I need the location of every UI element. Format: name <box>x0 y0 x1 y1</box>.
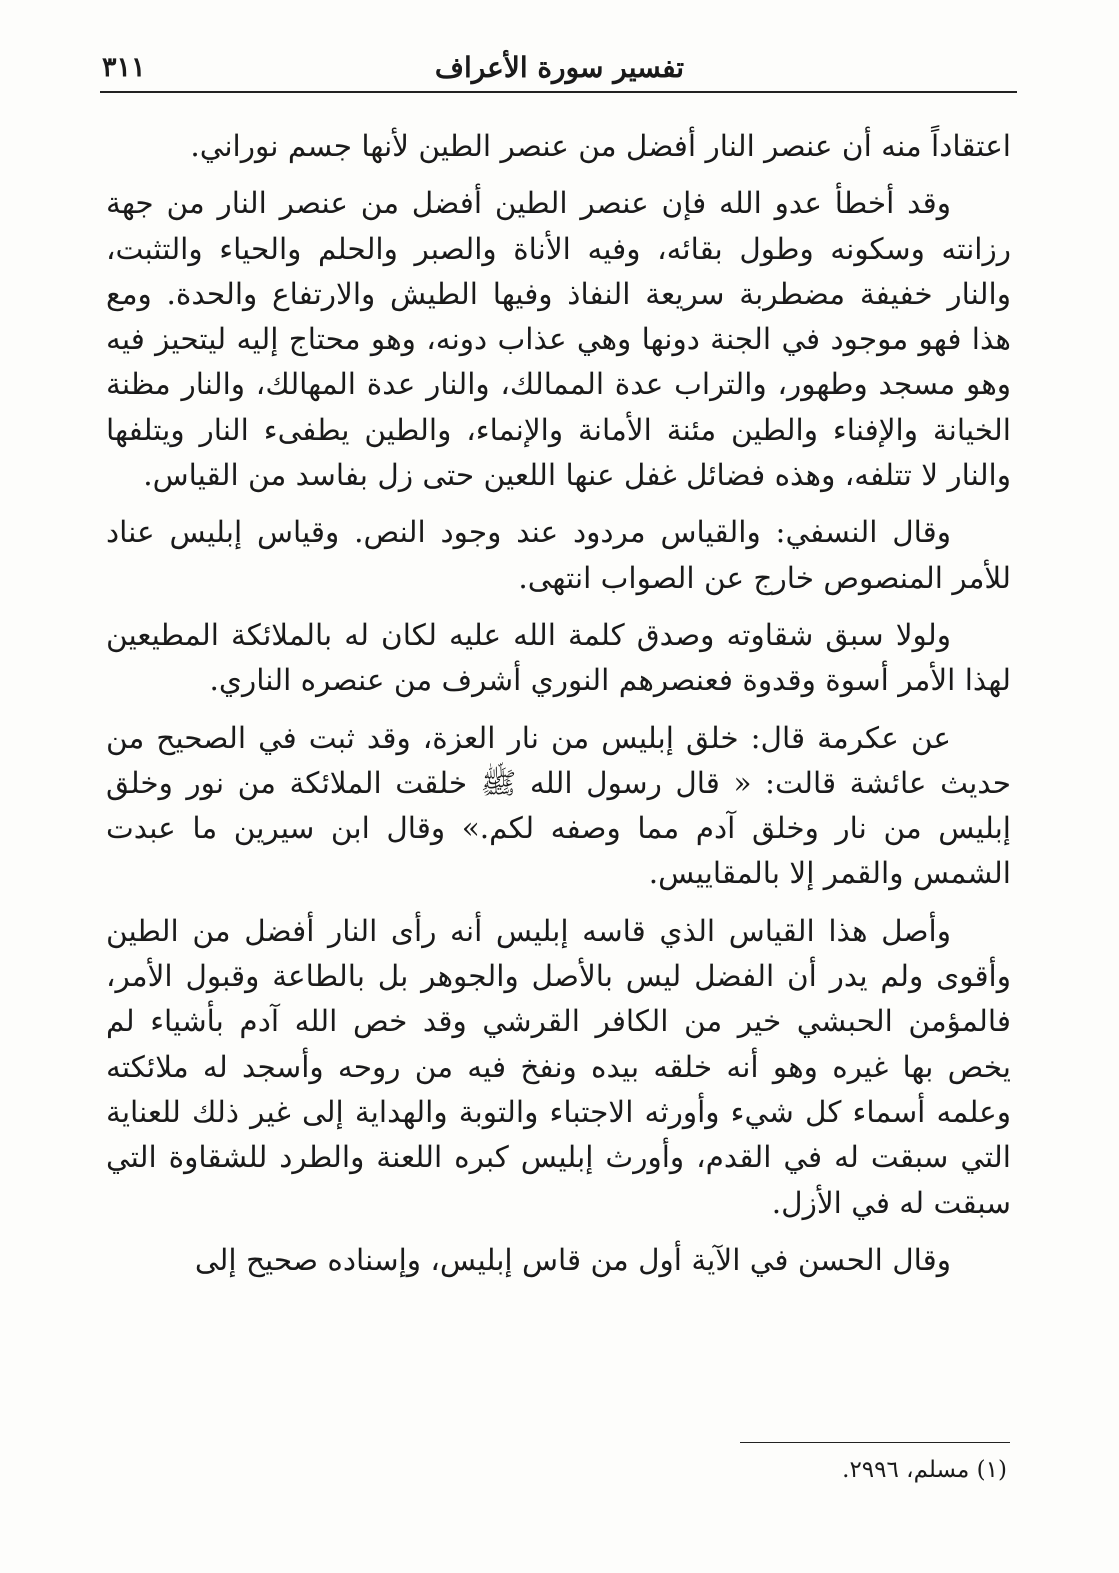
footnote-rule <box>740 1442 1010 1443</box>
page-header <box>100 48 1019 96</box>
paragraph-1: اعتقاداً منه أن عنصر النار أفضل من عنصر الطين لأنها جسم نوراني. <box>190 129 1011 163</box>
paragraph-4: ولولا سبق شقاوته وصدق كلمة الله عليه لكان له بالملائكة المطيعين لهذا الأمر أسوة وقدوة فعنصرهم النوري أشرف من عنصره الناري. <box>106 617 1011 698</box>
page-number: ٣١١ <box>102 52 146 83</box>
footnote: (١) مسلم، ٢٩٩٦. <box>842 1457 1007 1483</box>
header-rule <box>100 91 1017 93</box>
paragraph-3: وقال النسفي: والقياس مردود عند وجود النص. وقياس إبليس عناد للأمر المنصوص خارج عن الصواب انتهى. <box>106 515 1011 595</box>
paragraph-2: وقد أخطأ عدو الله فإن عنصر الطين أفضل من عنصر النار من جهة رزانته وسكونه وطول بقائه، وفيه الأناة والصبر والحلم والحياء والتثبت، والنار خفيفة مضطربة سريعة النفاذ وفيها الطيش والارتفاع والحدة. ومع هذا فهو موجود في الجنة دونها وهي عذاب دونه، وهو محتاج إليه ليتحيز فيه وهو مسجد وطهور، والتراب عدة الممالك، والنار عدة المهالك، والنار مظنة الخيانة والإفناء والطين مئنة الأمانة والإنماء، والطين يطفىء النار ويتلفها والنار لا تتلفه، وهذه فضائل غفل عنها اللعين حتى زل بفاسد من القياس. <box>106 186 1011 493</box>
page-body <box>106 124 1011 1295</box>
paragraph-7: وقال الحسن في الآية أول من قاس إبليس، وإسناده صحيح إلى <box>194 1242 951 1277</box>
paragraph-6: وأصل هذا القياس الذي قاسه إبليس أنه رأى النار أفضل من الطين وأقوى ولم يدر أن الفضل ليس بالأصل والجوهر بل بالطاعة وقبول الأمر، فالمؤمن الحبشي خير من الكافر القرشي وقد خص الله آدم بأشياء لم يخص بها غيره وهو أنه خلقه بيده ونفخ فيه من روحه وأسجد له ملائكته وعلمه أسماء كل شيء وأورثه الاجتباء والتوبة والهداية إلى غير ذلك للعناية التي سبقت له في القدم، وأورث إبليس كبره اللعنة والطرد للشقاوة التي سبقت له في الأزل. <box>106 913 1011 1220</box>
running-title: تفسير سورة الأعراف <box>434 51 685 84</box>
paragraph-5: عن عكرمة قال: خلق إبليس من نار العزة، وقد ثبت في الصحيح من حديث عائشة قالت: « قال رسول الله ﷺ خلقت الملائكة من نور وخلق إبليس من نار وخلق آدم مما وصفه لكم.» وقال ابن سيرين ما عبدت الشمس والقمر إلا بالمقاييس. <box>106 720 1011 891</box>
